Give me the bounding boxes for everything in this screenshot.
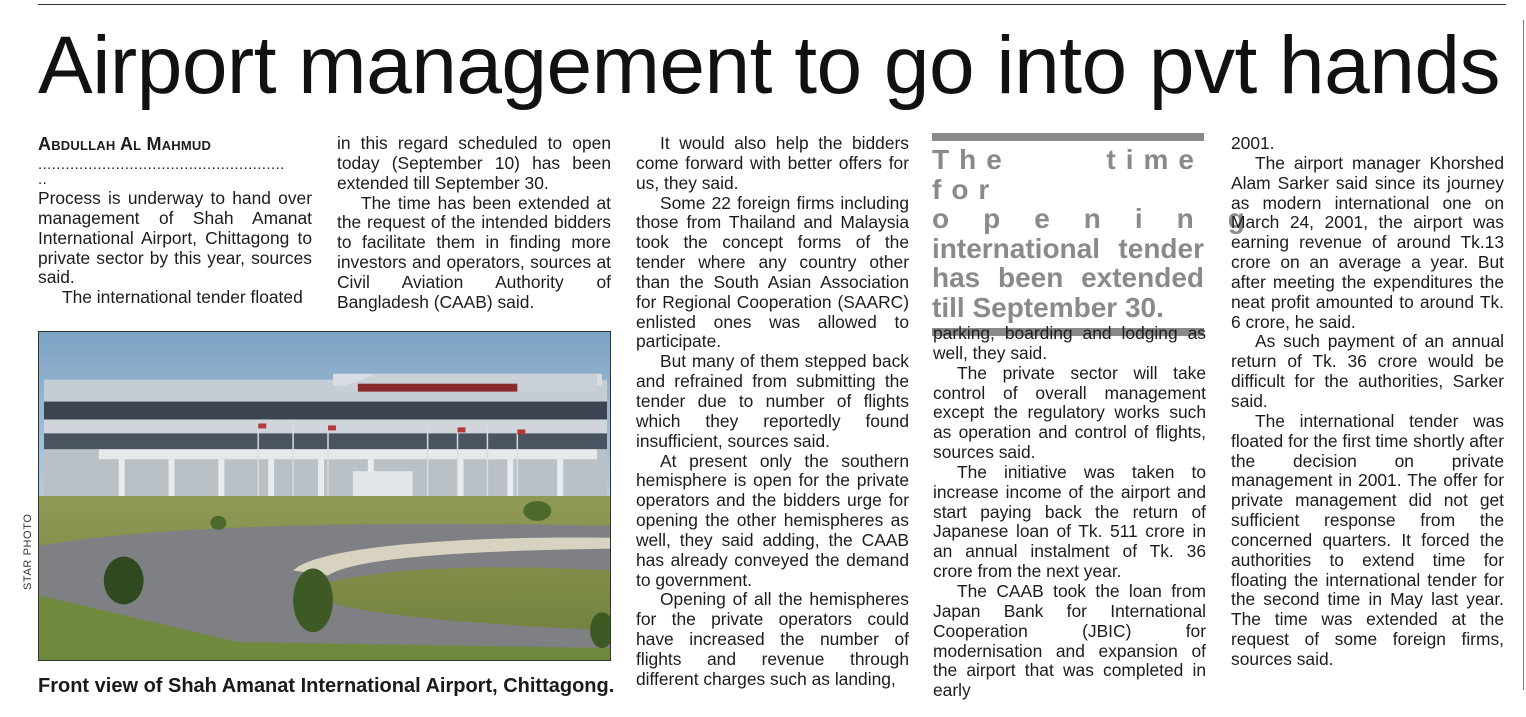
pull-quote-line: international tender has been extended till September 30. — [932, 232, 1204, 323]
byline-divider: ...................................................... — [38, 157, 285, 172]
paragraph: parking, boarding and lodging as well, they said. — [933, 323, 1206, 363]
paragraph: Some 22 foreign firms including those from Thailand and Malaysia took the concept forms of the tender where any country other than the South Asian Association for Regional Cooperation (SAARC) enlisted ones was allowed to participate. — [636, 192, 909, 352]
paragraph: The time has been extended at the request of the intended bidders to facilitate them in finding more investors and operators, sources at Civil Aviation Authority of Bangladesh (CAAB) said. — [337, 192, 611, 312]
photo-caption: Front view of Shah Amanat International Airport, Chittagong. — [38, 675, 615, 697]
paragraph: in this regard scheduled to open today (September 10) has been extended till September 30. — [337, 133, 611, 193]
pull-quote-line: The time for — [932, 144, 1204, 205]
paragraph: The CAAB took the loan from Japan Bank for International Cooperation (JBIC) for modernisation and expansion of the airport that was completed in early — [933, 580, 1206, 701]
column-rule — [1523, 20, 1524, 690]
paragraph: As such payment of an annual return of Tk. 36 crore would be difficult for the authorities, Sarker said. — [1231, 331, 1504, 411]
airport-terminal-image — [39, 332, 610, 660]
byline: Abdullah Al Mahmud — [38, 134, 212, 154]
paragraph: Process is underway to hand over management of Shah Amanat International Airport, Chittagong to private sector by this year, sources said. — [38, 188, 312, 288]
byline-divider-end: .. — [38, 172, 48, 187]
paragraph: The airport manager Khorshed Alam Sarker said since its journey as modern international one on March 24, 2001, the airport was earning revenue of around Tk.13 crore on an average a year. But after meeting the expenditures the neat profit amounted to around Tk. 6 crore, he said. — [1231, 152, 1504, 332]
headline: Airport management to go into pvt hands — [38, 20, 1500, 111]
paragraph: At present only the southern hemisphere is open for the private operators and the bidders urge for opening the other hemispheres as well, they said adding, the CAAB has already conveyed the demand to government. — [636, 450, 909, 590]
paragraph: It would also help the bidders come forward with better offers for us, they said. — [636, 133, 909, 193]
paragraph: But many of them stepped back and refrained from submitting the tender due to number of flights which they reportedly found insufficient, sources said. — [636, 351, 909, 451]
column-2 — [337, 134, 611, 313]
column-3 — [636, 134, 909, 690]
paragraph: Opening of all the hemispheres for the private operators could have increased the number of flights and revenue through different charges such as landing, — [636, 589, 909, 689]
paragraph: The initiative was taken to increase income of the airport and start paying back the return of Japanese loan of Tk. 511 crore in an annual instalment of Tk. 36 crore from the next year. — [933, 461, 1206, 582]
pull-quote-top-rule — [932, 133, 1204, 141]
photo-credit: STAR PHOTO — [22, 513, 34, 590]
airport-photo — [38, 331, 611, 661]
column-4 — [933, 324, 1206, 701]
pull-quote-line: opening — [932, 203, 1279, 234]
top-rule — [38, 4, 1506, 5]
paragraph: The international tender floated — [62, 287, 303, 308]
paragraph: 2001. — [1231, 133, 1275, 153]
paragraph: The international tender was floated for the first time shortly after the decision on private management in 2001. The offer for private management did not get sufficient response from the concerned quarters. It forced the authorities to extend time for floating the international tender for the second time in May last year. The time was extended at the request of some foreign firms, sources said. — [1231, 410, 1504, 669]
column-5 — [1231, 134, 1504, 670]
paragraph: The private sector will take control of overall management except the regulatory works such as operation and control of flights, sources said. — [933, 362, 1206, 463]
column-1 — [38, 133, 312, 308]
